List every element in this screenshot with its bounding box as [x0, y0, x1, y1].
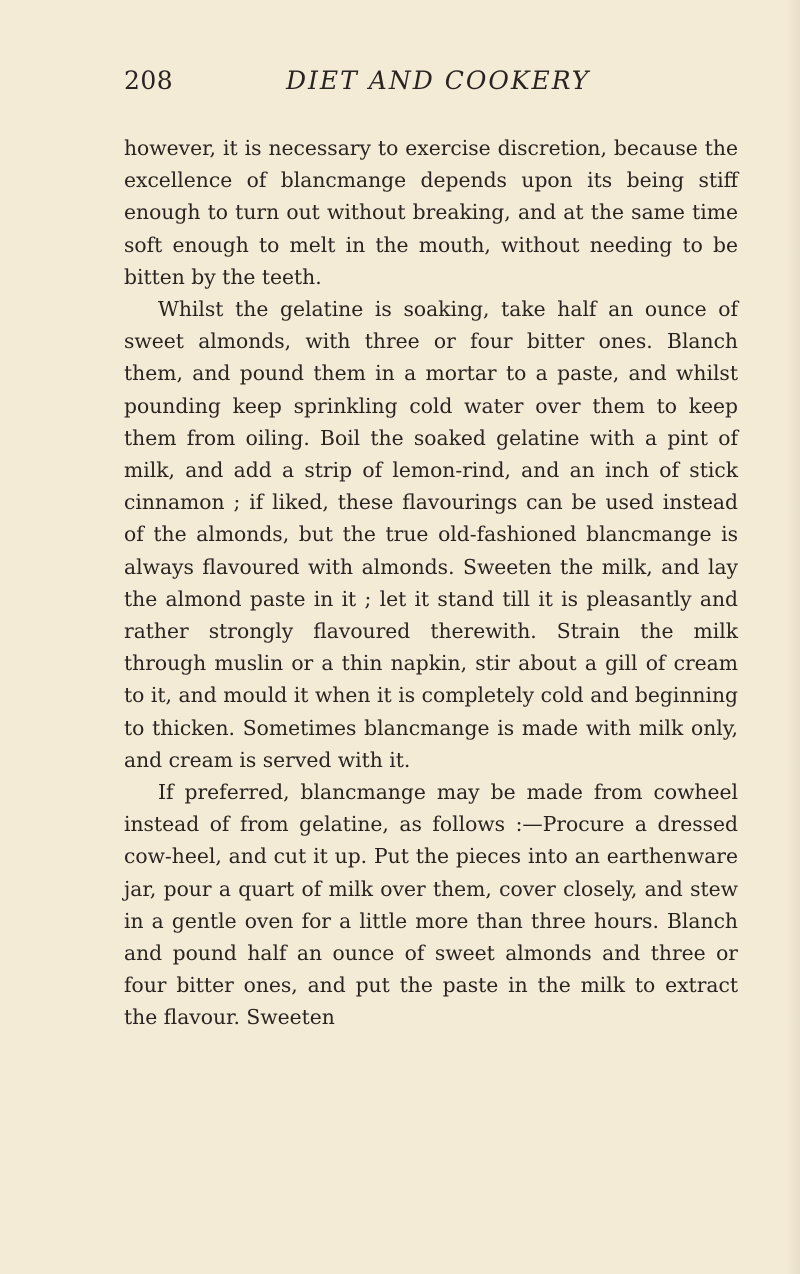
paragraph-cow-heel: If preferred, blancmange may be made from cowheel instead of from gelatine, as follows :—Procure a dressed cow-heel, and cut it up. Put the pieces into an earthenware jar, pour a quart of milk over them, cover closely, and stew in a gentle oven for a little more than three hours. Blanch and pound half an ounce of sweet almonds and three or four bitter ones, and put the paste in the milk to extract the flavour. Sweeten [124, 780, 738, 1030]
page-edge-shadow [786, 0, 800, 1274]
paragraph-almonds: Whilst the gelatine is soaking, take half an ounce of sweet almonds, with three or four bitter ones. Blanch them, and pound them in a mortar to a paste, and whilst pounding keep sprinkling cold water over them to keep them from oiling. Boil the soaked gelatine with a pint of milk, and add a strip of lemon-rind, and an inch of stick cinnamon ; if liked, these flavourings can be used instead of the almonds, but the true old-fashioned blancmange is always flavoured with almonds. Sweeten the milk, and lay the almond paste in it ; let it stand till it is pleasantly and rather strongly flavoured therewith. Strain the milk through muslin or a thin napkin, stir about a gill of cream to it, and mould it when it is completely cold and beginning to thicken. Sometimes blancmange is made with milk only, and cream is served with it. [124, 297, 738, 772]
body-text [124, 132, 738, 1034]
paragraph-continuation: however, it is necessary to exercise discretion, because the excellence of blancmange depends upon its being stiff enough to turn out without breaking, and at the same time soft enough to melt in the mouth, without needing to be bitten by the teeth. [124, 136, 738, 289]
page-number: 208 [124, 66, 174, 95]
page-header [124, 66, 734, 106]
running-title: DIET AND COOKERY [286, 66, 591, 95]
